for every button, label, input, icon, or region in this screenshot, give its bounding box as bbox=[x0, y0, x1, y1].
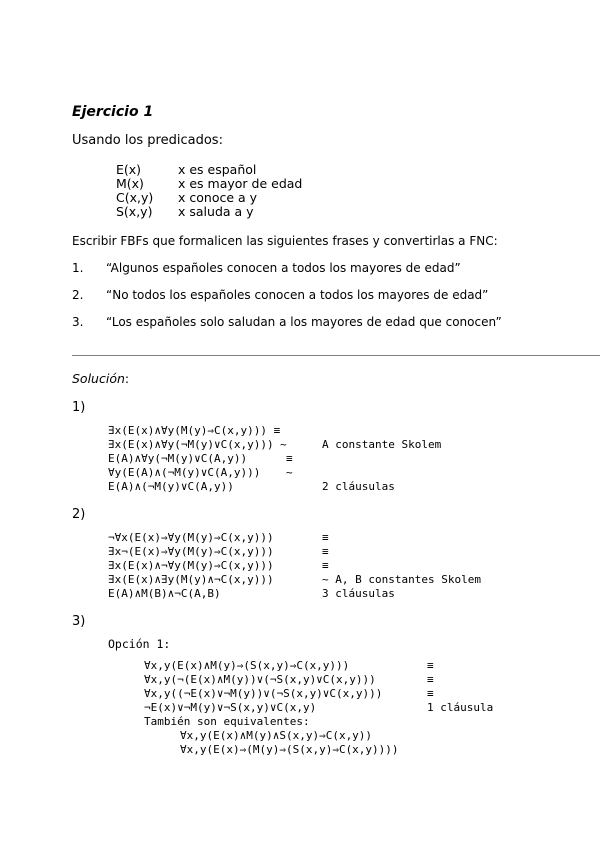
formula-note: ≡ bbox=[427, 673, 434, 686]
instruction-text: Escribir FBFs que formalicen las siguientes frases y convertirlas a FNC: bbox=[72, 234, 498, 248]
formula-note: ~ bbox=[286, 466, 293, 479]
formula-note: ≡ bbox=[322, 545, 329, 558]
formula-note: A constante Skolem bbox=[322, 438, 442, 451]
formula: E(A)∧∀y(¬M(y)∨C(A,y)) bbox=[108, 452, 248, 465]
section-number: 2) bbox=[72, 507, 86, 522]
divider bbox=[72, 355, 600, 356]
formula-note: 1 cláusula bbox=[427, 701, 494, 714]
formula: E(A)∧(¬M(y)∨C(A,y)) bbox=[108, 480, 234, 493]
formula: ∃x(E(x)∧∀y(M(y)⇒C(x,y))) ≡ bbox=[108, 424, 281, 437]
formula: ∀y(E(A)∧(¬M(y)∨C(A,y))) bbox=[108, 466, 261, 479]
predicate-symbol: E(x) bbox=[116, 162, 142, 177]
sentence-number: 1. bbox=[72, 261, 84, 275]
predicate-meaning: x es español bbox=[178, 162, 257, 177]
formula: ∃x(E(x)∧∃y(M(y)∧¬C(x,y))) bbox=[108, 573, 274, 586]
formula-note: 3 cláusulas bbox=[322, 587, 395, 600]
predicate-symbol: M(x) bbox=[116, 176, 144, 191]
sentence-number: 3. bbox=[72, 315, 84, 329]
predicate-meaning: x saluda a y bbox=[178, 204, 254, 219]
intro-text: Usando los predicados: bbox=[72, 133, 223, 148]
predicate-meaning: x es mayor de edad bbox=[178, 176, 303, 191]
solution-heading: Solución: bbox=[72, 371, 130, 386]
formula-note: ≡ bbox=[286, 452, 293, 465]
formula: ¬E(x)∨¬M(y)∨¬S(x,y)∨C(x,y) bbox=[144, 701, 317, 714]
formula-note: ~ A, B constantes Skolem bbox=[322, 573, 481, 586]
formula: E(A)∧M(B)∧¬C(A,B) bbox=[108, 587, 221, 600]
formula: ∃x(E(x)∧¬∀y(M(y)⇒C(x,y))) bbox=[108, 559, 274, 572]
section-number: 3) bbox=[72, 614, 86, 629]
formula-note: 2 cláusulas bbox=[322, 480, 395, 493]
formula-note: ≡ bbox=[427, 687, 434, 700]
option-label: Opción 1: bbox=[108, 637, 171, 651]
formula: ∃x¬(E(x)⇒∀y(M(y)⇒C(x,y))) bbox=[108, 545, 274, 558]
formula: ∀x,y(¬(E(x)∧M(y))∨(¬S(x,y)∨C(x,y))) bbox=[144, 673, 376, 686]
predicate-symbol: S(x,y) bbox=[116, 204, 153, 219]
section-number: 1) bbox=[72, 400, 86, 415]
exercise-title: Ejercicio 1 bbox=[72, 104, 154, 120]
formula: ¬∀x(E(x)⇒∀y(M(y)⇒C(x,y))) bbox=[108, 531, 274, 544]
predicate-symbol: C(x,y) bbox=[116, 190, 154, 205]
also-equivalent-label: También son equivalentes: bbox=[144, 715, 310, 728]
sentence-number: 2. bbox=[72, 288, 84, 302]
sentence-text: “Los españoles solo saludan a los mayores de edad que conocen” bbox=[106, 315, 502, 329]
formula: ∀x,y(E(x)⇒(M(y)⇒(S(x,y)⇒C(x,y)))) bbox=[180, 743, 399, 756]
sentence-text: “No todos los españoles conocen a todos los mayores de edad” bbox=[106, 288, 489, 302]
formula: ∀x,y((¬E(x)∨¬M(y))∨(¬S(x,y)∨C(x,y))) bbox=[144, 687, 383, 700]
formula-note: ≡ bbox=[427, 659, 434, 672]
formula-note: ≡ bbox=[322, 559, 329, 572]
formula: ∀x,y(E(x)∧M(y)⇒(S(x,y)⇒C(x,y))) bbox=[144, 659, 350, 672]
formula: ∃x(E(x)∧∀y(¬M(y)∨C(x,y))) ~ bbox=[108, 438, 287, 451]
predicate-meaning: x conoce a y bbox=[178, 190, 258, 205]
sentence-text: “Algunos españoles conocen a todos los mayores de edad” bbox=[106, 261, 461, 275]
formula-note: ≡ bbox=[322, 531, 329, 544]
formula: ∀x,y(E(x)∧M(y)∧S(x,y)⇒C(x,y)) bbox=[180, 729, 373, 742]
